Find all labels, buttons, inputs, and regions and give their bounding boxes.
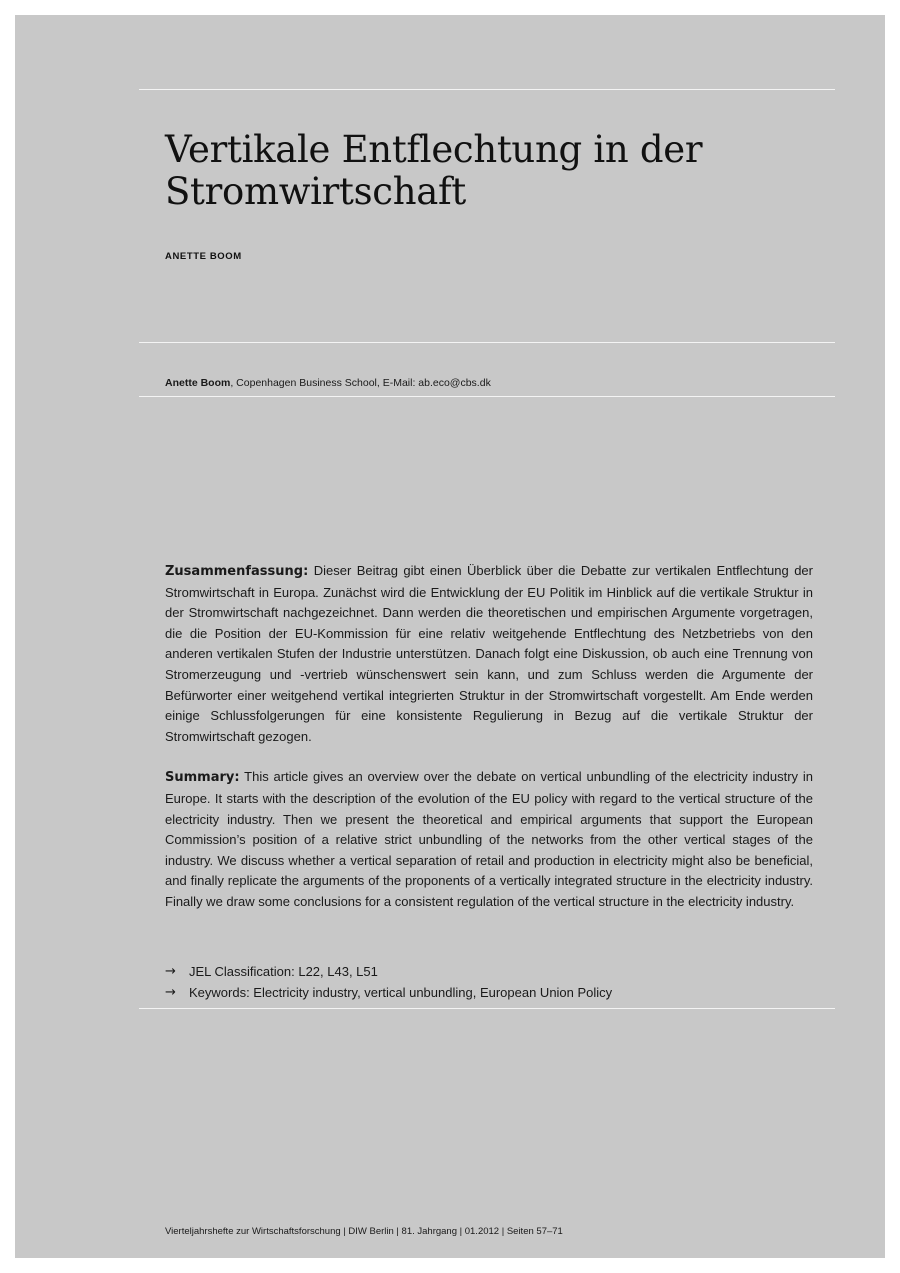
abstract-german-text: Dieser Beitrag gibt einen Überblick über die Debatte zur vertikalen Entflechtung der Stromwirtschaft in Europa. Zunächst wird die Entwicklung der EU Politik im Hinblick auf die vertikale Struktur in der Stromwirtschaft nachgezeichnet. Dann werden die theoretischen und empirischen Argumente vorgetragen, die die Position der EU-Kommission für eine relativ weitgehende Entflechtung des Netzbetriebs von den anderen vertikalen Stufen der Industrie unterstützen. Danach folgt eine Diskussion, ob auch eine Trennung von Stromerzeugung und -vertrieb wünschenswert sein kann, und zum Schluss werden die Argumente der Befürworter einer weitgehend vertikal integrierten Struktur in der Stromwirtschaft vorgestellt. Am Ende werden einige Schlussfolgerungen für eine konsistente Regulierung in Bezug auf die vertikale Struktur der Stromwirtschaft gezogen. xyxy=(165,563,813,744)
abstract-english-label: Summary: xyxy=(165,770,240,786)
arrow-right-icon: → xyxy=(165,964,176,979)
abstract-section xyxy=(165,561,813,913)
abstract-english-text: This article gives an overview over the debate on vertical unbundling of the electricity industry in Europe. It starts with the description of the evolution of the EU policy with regard to the vertical structure of the electricity industry. Then we present the theoretical and empirical arguments that support the European Commission’s position of a relative strict unbundling of the networks from the other vertical stages of the industry. We discuss whether a vertical separation of retail and production in electricity might also be beneficial, and finally replicate the arguments of the proponents of a vertically integrated structure in the electricity industry. Finally we draw some conclusions for a consistent regulation of the vertical structure in the electricity industry. xyxy=(165,769,813,909)
arrow-right-icon: → xyxy=(165,985,176,1000)
jel-classification xyxy=(165,961,825,982)
page-footer: Vierteljahrshefte zur Wirtschaftsforschung | DIW Berlin | 81. Jahrgang | 01.2012 | Seiten 57–71 xyxy=(165,1226,563,1237)
journal-page xyxy=(15,15,885,1258)
keywords-text: Keywords: Electricity industry, vertical unbundling, European Union Policy xyxy=(189,985,613,1000)
affiliation-author-name: Anette Boom xyxy=(165,377,231,389)
author-name: ANETTE BOOM xyxy=(165,251,242,262)
top-divider xyxy=(139,89,835,90)
abstract-english xyxy=(165,767,813,912)
affiliation-top-divider xyxy=(139,342,835,343)
affiliation-bottom-divider xyxy=(139,396,835,397)
affiliation-details: , Copenhagen Business School, E-Mail: ab.eco@cbs.dk xyxy=(230,377,491,389)
author-affiliation xyxy=(165,377,491,389)
classification-block xyxy=(165,961,825,1003)
bottom-divider xyxy=(139,1008,835,1009)
abstract-german-label: Zusammenfassung: xyxy=(165,564,309,579)
article-title: Vertikale Entflechtung in der Stromwirtschaft xyxy=(165,128,703,213)
abstract-german xyxy=(165,561,813,747)
keywords xyxy=(165,982,825,1003)
jel-classification-text: JEL Classification: L22, L43, L51 xyxy=(189,964,378,979)
